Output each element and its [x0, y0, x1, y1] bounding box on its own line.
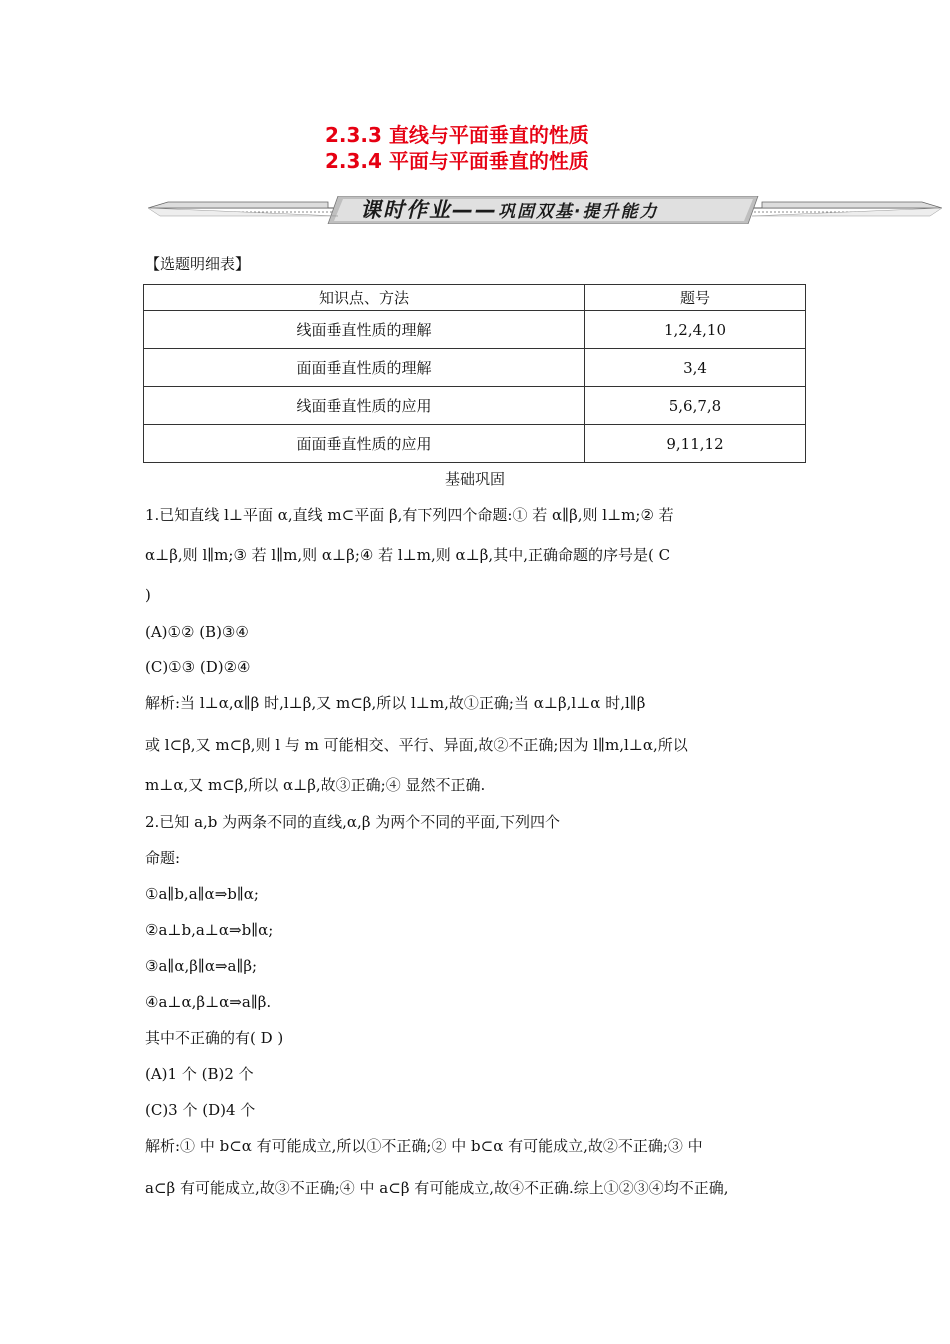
q2-question: 其中不正确的有( D ) — [145, 1029, 284, 1047]
table-row — [144, 425, 806, 463]
table-row — [144, 349, 806, 387]
q1-line-1: 1.已知直线 l⊥平面 α,直线 m⊂平面 β,有下列四个命题:① 若 α∥β,则 l⊥m;② 若 — [145, 506, 674, 524]
banner-sub: 巩固双基·提升能力 — [498, 202, 659, 222]
q2-proposition-3: ③a∥α,β∥α⇒a∥β; — [145, 957, 258, 975]
table-row — [144, 311, 806, 349]
banner-dash: —— — [452, 198, 498, 222]
table-row — [144, 387, 806, 425]
q2-proposition-2: ②a⊥b,a⊥α⇒b∥α; — [145, 921, 274, 939]
banner-main: 课时作业 — [360, 198, 452, 222]
table-cell-number: 5,6,7,8 — [585, 387, 806, 425]
q1-options-2: (C)①③ (D)②④ — [145, 658, 251, 676]
q2-solution-1: 解析:① 中 b⊂α 有可能成立,所以①不正确;② 中 b⊂α 有可能成立,故②不正确;③ 中 — [145, 1137, 703, 1155]
q2-options-1: (A)1 个 (B)2 个 — [145, 1065, 254, 1083]
table-caption: 【选题明细表】 — [145, 255, 251, 273]
table-header-number: 题号 — [585, 285, 806, 311]
q1-solution-3: m⊥α,又 m⊂β,所以 α⊥β,故③正确;④ 显然不正确. — [145, 776, 486, 794]
table-cell-topic: 线面垂直性质的理解 — [144, 311, 585, 349]
table-cell-number: 9,11,12 — [585, 425, 806, 463]
table-cell-number: 3,4 — [585, 349, 806, 387]
q2-proposition-4: ④a⊥α,β⊥α⇒a∥β. — [145, 993, 272, 1011]
table-cell-topic: 线面垂直性质的应用 — [144, 387, 585, 425]
q2-line-1: 2.已知 a,b 为两条不同的直线,α,β 为两个不同的平面,下列四个 — [145, 813, 561, 831]
table-header-topic: 知识点、方法 — [144, 285, 585, 311]
table-header-row — [144, 285, 806, 311]
q1-line-2: α⊥β,则 l∥m;③ 若 l∥m,则 α⊥β;④ 若 l⊥m,则 α⊥β,其中,正确命题的序号是( C — [145, 546, 671, 564]
q1-solution-1: 解析:当 l⊥α,α∥β 时,l⊥β,又 m⊂β,所以 l⊥m,故①正确;当 α⊥β,l⊥α 时,l∥β — [145, 694, 646, 712]
title-line-1: 2.3.3 直线与平面垂直的性质 — [325, 123, 589, 147]
q1-solution-2: 或 l⊂β,又 m⊂β,则 l 与 m 可能相交、平行、异面,故②不正确;因为 l∥m,l⊥α,所以 — [145, 736, 688, 754]
q2-options-2: (C)3 个 (D)4 个 — [145, 1101, 256, 1119]
banner-title — [360, 196, 658, 224]
table-cell-topic: 面面垂直性质的应用 — [144, 425, 585, 463]
q1-line-3: ) — [145, 586, 151, 604]
topic-table — [143, 284, 806, 463]
q2-solution-2: a⊂β 有可能成立,故③不正确;④ 中 a⊂β 有可能成立,故④不正确.综上①②③④均不正确, — [145, 1179, 729, 1197]
q2-proposition-1: ①a∥b,a∥α⇒b∥α; — [145, 885, 259, 903]
table-cell-number: 1,2,4,10 — [585, 311, 806, 349]
title-line-2: 2.3.4 平面与平面垂直的性质 — [325, 149, 589, 173]
q1-options-1: (A)①② (B)③④ — [145, 623, 249, 641]
table-cell-topic: 面面垂直性质的理解 — [144, 349, 585, 387]
q2-line-2: 命题: — [145, 849, 181, 867]
section-heading: 基础巩固 — [444, 470, 505, 488]
